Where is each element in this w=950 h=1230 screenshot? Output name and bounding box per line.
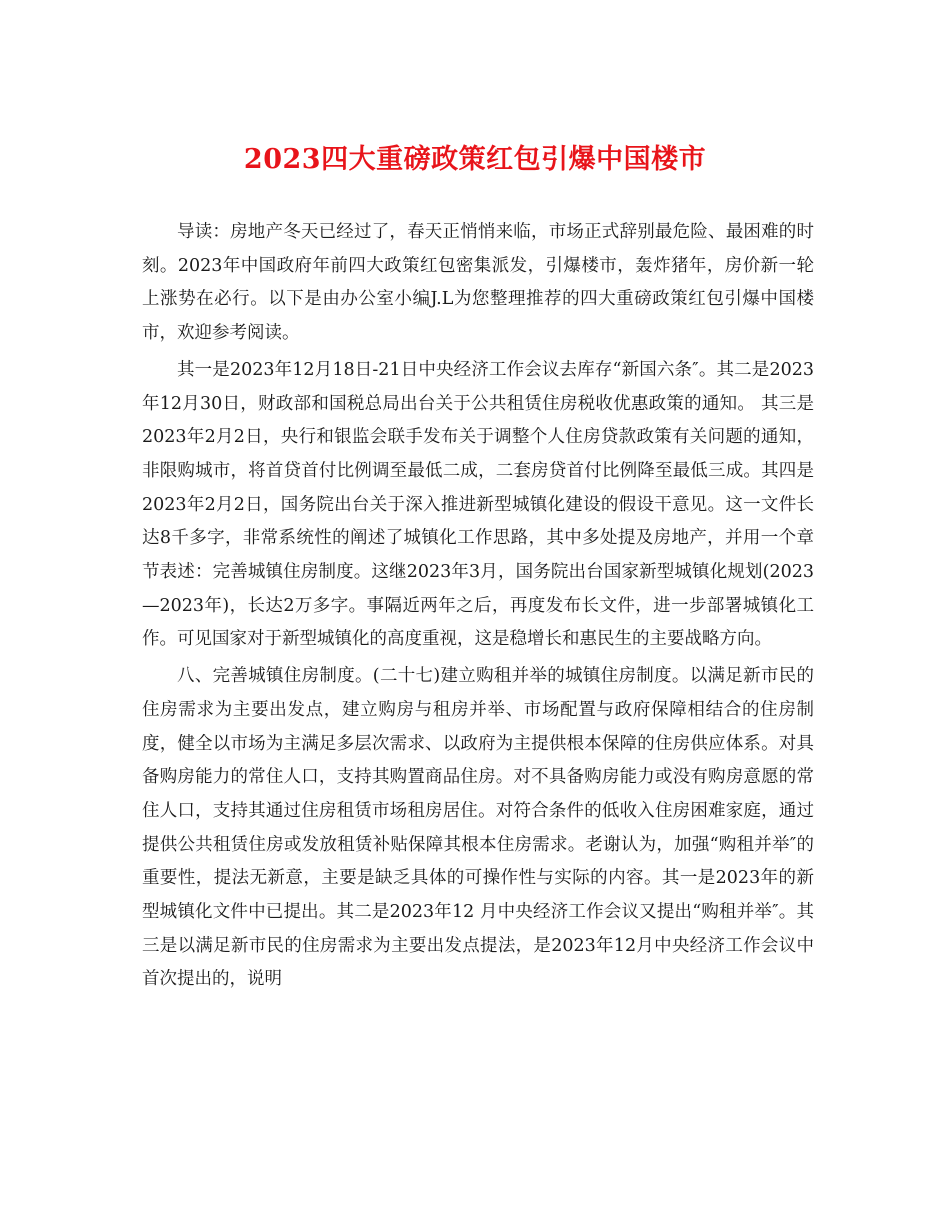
paragraph-intro: 导读：房地产冬天已经过了，春天正悄悄来临，市场正式辞别最危险、最困难的时刻。2023年中国政府年前四大政策红包密集派发，引爆楼市，轰炸猪年，房价新一轮上涨势在必行。以下是由办公室小编J.L为您整理推荐的四大重磅政策红包引爆中国楼市，欢迎参考阅读。 — [142, 222, 814, 344]
document-body — [142, 216, 814, 1000]
paragraph-policies: 其一是2023年12月18日-21日中央经济工作会议去库存“新国六条″。其二是2023年12月30日，财政部和国税总局出台关于公共租赁住房税收优惠政策的通知。 其三是2023年2月2日，央行和银监会联手发布关于调整个人住房贷款政策有关问题的通知，非限购城市，将首贷首付比例调至最低二成，二套房贷首付比例降至最低三成。其四是2023年2月2日，国务院出台关于深入推进新型城镇化建设的假设干意见。这一文件长达8千多字，非常系统性的阐述了城镇化工作思路，其中多处提及房地产，并用一个章节表述：完善城镇住房制度。这继2023年3月，国务院出台国家新型城镇化规划(2023—2023年)，长达2万多字。事隔近两年之后，再度发布长文件，进一步部署城镇化工作。可见国家对于新型城镇化的高度重视，这是稳增长和惠民生的主要战略方向。 — [142, 359, 814, 650]
document-title: 2023四大重磅政策红包引爆中国楼市 — [243, 144, 707, 175]
paragraph-housing-system: 八、完善城镇住房制度。(二十七)建立购租并举的城镇住房制度。以满足新市民的住房需求为主要出发点，建立购房与租房并举、市场配置与政府保障相结合的住房制度，健全以市场为主满足多层次需求、以政府为主提供根本保障的住房供应体系。对具备购房能力的常住人口，支持其购置商品住房。对不具备购房能力或没有购房意愿的常住人口，支持其通过住房租赁市场租房居住。对符合条件的低收入住房困难家庭，通过提供公共租赁住房或发放租赁补贴保障其根本住房需求。老谢认为，加强“购租并举″的重要性，提法无新意，主要是缺乏具体的可操作性与实际的内容。其一是2023年的新型城镇化文件中已提出。其二是2023年12 月中央经济工作会议又提出“购租并举″。其三是以满足新市民的住房需求为主要出发点提法，是2023年12月中央经济工作会议中首次提出的，说明 — [142, 666, 814, 990]
